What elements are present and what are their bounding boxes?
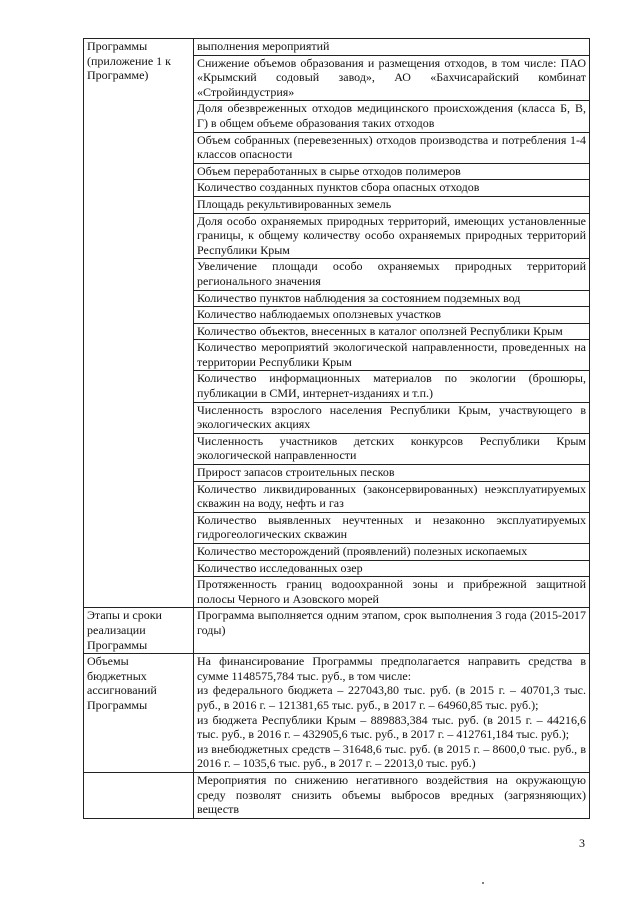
indicator-cell: Количество мероприятий экологической направленности, проведенных на территории Республики Крым bbox=[194, 340, 590, 371]
indicator-cell: Количество выявленных неучтенных и незаконно эксплуатируемых гидрогеологических скважин bbox=[194, 512, 590, 543]
indicator-cell: Количество наблюдаемых оползневых участков bbox=[194, 307, 590, 324]
section-label-indicators: Программы (приложение 1 к Программе) bbox=[84, 39, 194, 608]
indicator-cell: Доля обезвреженных отходов медицинского происхождения (класса Б, В, Г) в общем объеме образования таких отходов bbox=[194, 101, 590, 132]
indicator-cell: Увеличение площади особо охраняемых природных территорий регионального значения bbox=[194, 259, 590, 290]
indicator-cell: Снижение объемов образования и размещения отходов, в том числе: ПАО «Крымский содовый завод», АО «Бахчисарайский комбинат «Стройиндустрия» bbox=[194, 55, 590, 101]
indicator-cell: Площадь рекультивированных земель bbox=[194, 196, 590, 213]
section-label-results bbox=[84, 772, 194, 818]
indicator-cell: Численность взрослого населения Республики Крым, участвующего в экологических акциях bbox=[194, 402, 590, 433]
indicator-cell: Количество пунктов наблюдения за состоянием подземных вод bbox=[194, 290, 590, 307]
stages-cell: Программа выполняется одним этапом, срок выполнения 3 года (2015-2017 годы) bbox=[194, 608, 590, 654]
section-label-stages: Этапы и сроки реализации Программы bbox=[84, 608, 194, 654]
indicator-cell: Количество объектов, внесенных в каталог оползней Республики Крым bbox=[194, 323, 590, 340]
table-row bbox=[84, 608, 590, 654]
budget-federal: из федерального бюджета – 227043,80 тыс. руб. (в 2015 г. – 40701,3 тыс. руб., в 2016 г. – 121381,65 тыс. руб., в 2017 г. – 64960,85 тыс. руб.); bbox=[197, 683, 586, 712]
budget-extrabudgetary: из внебюджетных средств – 31648,6 тыс. руб. (в 2015 г. – 8600,0 тыс. руб., в 2016 г. – 1035,6 тыс. руб., в 2017 г. – 22013,0 тыс. руб.) bbox=[197, 741, 586, 771]
indicator-cell: Количество ликвидированных (законсервированных) неэксплуатируемых скважин на воду, нефть и газ bbox=[194, 481, 590, 512]
page-number: 3 bbox=[579, 836, 585, 850]
indicator-cell: Прирост запасов строительных песков bbox=[194, 465, 590, 482]
indicator-cell: Численность участников детских конкурсов Республики Крым экологической направленности bbox=[194, 433, 590, 464]
budget-total: На финансирование Программы предполагается направить средства в сумме 1148575,784 тыс. руб., в том числе: bbox=[197, 654, 586, 683]
indicator-cell: Доля особо охраняемых природных территорий, имеющих установленные границы, к общему количеству особо охраняемых природных территорий Республики Крым bbox=[194, 213, 590, 259]
indicator-cell: Объем собранных (перевезенных) отходов производства и потребления 1-4 классов опасности bbox=[194, 132, 590, 163]
indicator-cell: Количество созданных пунктов сбора опасных отходов bbox=[194, 180, 590, 197]
results-cell: Мероприятия по снижению негативного воздействия на окружающую среду позволят снизить объемы выбросов вредных (загрязняющих) веществ bbox=[194, 772, 590, 818]
table-row bbox=[84, 772, 590, 818]
indicator-cell: Объем переработанных в сырье отходов полимеров bbox=[194, 163, 590, 180]
section-label-budget: Объемы бюджетных ассигнований Программы bbox=[84, 654, 194, 773]
indicator-cell: выполнения мероприятий bbox=[194, 39, 590, 56]
indicator-cell: Протяженность границ водоохранной зоны и прибрежной защитной полосы Черного и Азовского морей bbox=[194, 577, 590, 608]
budget-republic: из бюджета Республики Крым – 889883,384 тыс. руб. (в 2015 г. – 44216,6 тыс. руб., в 2016 г. – 432905,6 тыс. руб., в 2017 г. – 412761,184 тыс. руб.); bbox=[197, 712, 586, 742]
indicator-cell: Количество исследованных озер bbox=[194, 560, 590, 577]
table-row bbox=[84, 654, 590, 773]
budget-cell bbox=[194, 654, 590, 773]
indicator-cell: Количество месторождений (проявлений) полезных ископаемых bbox=[194, 544, 590, 561]
passport-table bbox=[83, 38, 590, 819]
scan-speck bbox=[482, 882, 484, 884]
table-row bbox=[84, 39, 590, 56]
indicator-cell: Количество информационных материалов по экологии (брошюры, публикации в СМИ, интернет-изданиях и т.п.) bbox=[194, 371, 590, 402]
